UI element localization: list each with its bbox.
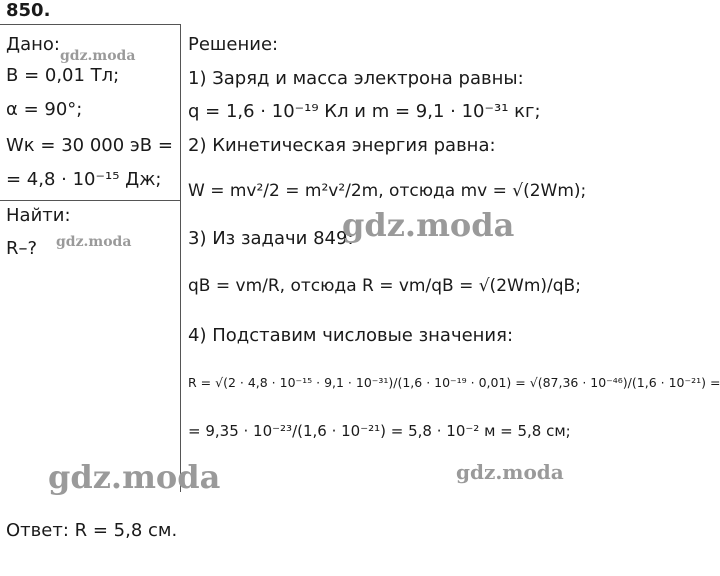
- find-title: Найти:: [6, 205, 71, 226]
- table-top-border: [0, 24, 181, 25]
- step2-formula: W = mv²/2 = m²v²/2m, отсюда mv = √(2Wm);: [188, 181, 587, 201]
- watermark-logo: gdz.moda: [456, 460, 564, 484]
- step1-formula: q = 1,6 · 10⁻¹⁹ Кл и m = 9,1 · 10⁻³¹ кг;: [188, 101, 541, 122]
- problem-number: 850.: [6, 0, 51, 21]
- given-divider-vertical: [180, 24, 181, 492]
- watermark-logo: gdz.moda: [342, 206, 515, 244]
- given-line-alpha: α = 90°;: [6, 99, 83, 120]
- step1-text: 1) Заряд и масса электрона равны:: [188, 68, 524, 89]
- given-line-b: B = 0,01 Тл;: [6, 65, 120, 86]
- solution-title: Решение:: [188, 34, 279, 55]
- answer-line: Ответ: R = 5,8 см.: [6, 520, 178, 541]
- step4-text: 4) Подставим числовые значения:: [188, 325, 514, 346]
- step3-text: 3) Из задачи 849:: [188, 228, 354, 249]
- watermark-logo: gdz.moda: [48, 458, 221, 496]
- find-value: R–?: [6, 238, 38, 259]
- given-divider-horizontal: [0, 200, 181, 201]
- watermark-logo: gdz.moda: [60, 48, 136, 64]
- step2-text: 2) Кинетическая энергия равна:: [188, 135, 496, 156]
- step4-formula: R = √(2 · 4,8 · 10⁻¹⁵ · 9,1 · 10⁻³¹)/(1,6 · 10⁻¹⁹ · 0,01) = √(87,36 · 10⁻⁴⁶)/(1,6 · 10⁻²¹) =: [188, 375, 720, 390]
- given-line-wk: Wк = 30 000 эВ =: [6, 135, 173, 156]
- step3-formula: qB = vm/R, отсюда R = vm/qB = √(2Wm)/qB;: [188, 276, 581, 296]
- given-title: Дано:: [6, 34, 60, 55]
- step4-result: = 9,35 · 10⁻²³/(1,6 · 10⁻²¹) = 5,8 · 10⁻² м = 5,8 см;: [188, 422, 571, 440]
- given-line-wk-joules: = 4,8 · 10⁻¹⁵ Дж;: [6, 169, 162, 190]
- watermark-logo: gdz.moda: [56, 234, 132, 250]
